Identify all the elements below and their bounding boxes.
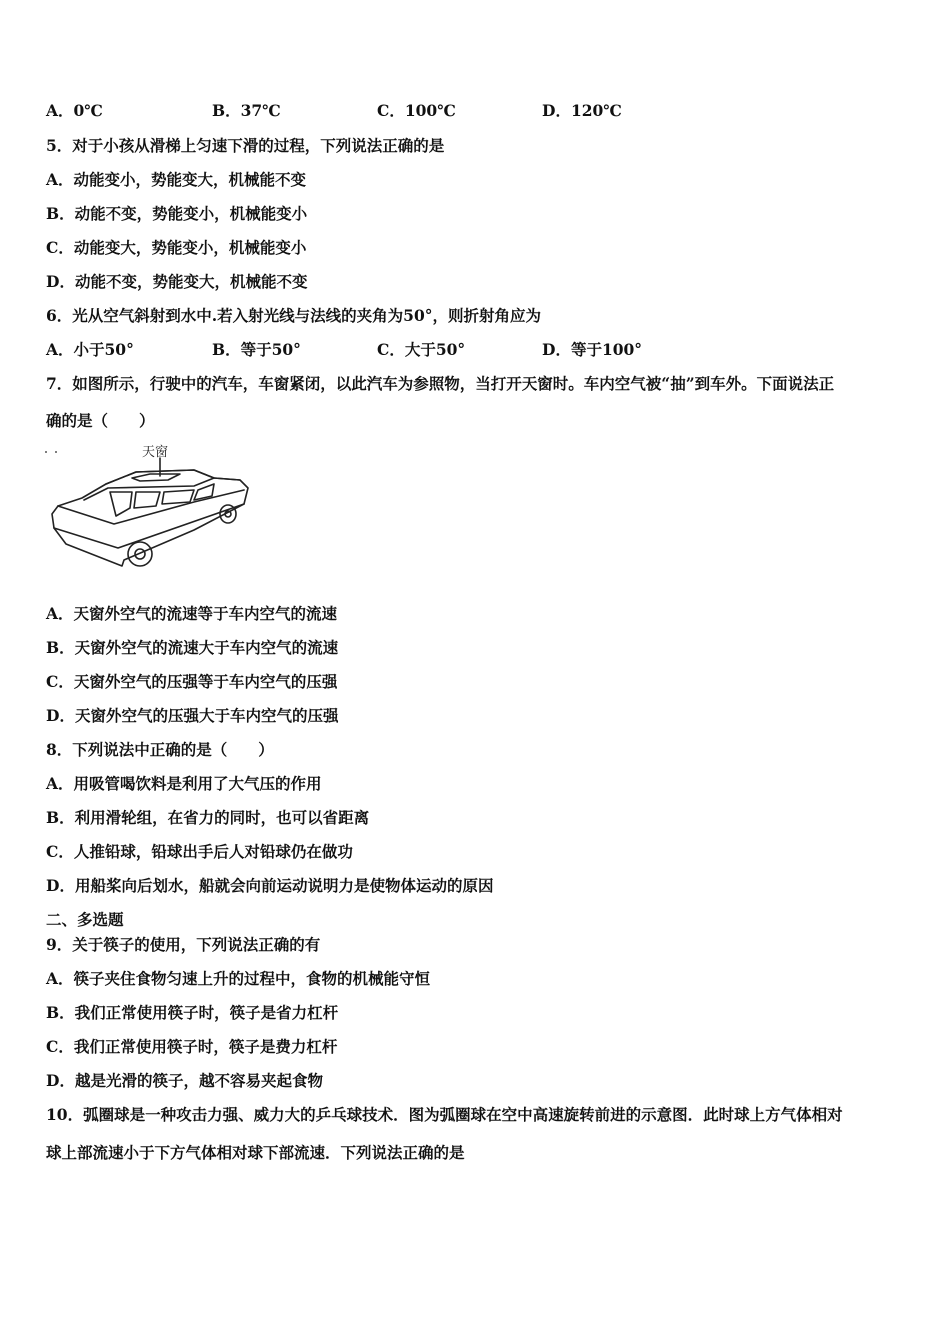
q7-option-d: D．天窗外空气的压强大于车内空气的压强 [46,706,339,725]
q5-option-a: A．动能变小，势能变大，机械能不变 [46,170,307,189]
q8-option-c: C．人推铅球，铅球出手后人对铅球仍在做功 [46,842,353,861]
q9-option-c: C．我们正常使用筷子时，筷子是费力杠杆 [46,1037,338,1056]
q8-option-a: A．用吸管喝饮料是利用了大气压的作用 [46,774,322,793]
q8-option-d: D．用船桨向后划水，船就会向前运动说明力是使物体运动的原因 [46,876,494,895]
q6-option-b: B．等于50° [212,340,301,359]
q8-stem: 8．下列说法中正确的是（ ） [46,740,274,759]
q5-option-d: D．动能不变，势能变大，机械能不变 [46,272,308,291]
q4-option-c: C．100℃ [377,101,456,120]
q4-option-d: D．120℃ [542,101,622,120]
q6-stem: 6．光从空气斜射到水中.若入射光线与法线的夹角为50°，则折射角应为 [46,306,542,325]
q7-option-a: A．天窗外空气的流速等于车内空气的流速 [46,604,338,623]
q8-option-b: B．利用滑轮组，在省力的同时，也可以省距离 [46,808,370,827]
section-title: 二、多选题 [46,910,124,929]
q9-option-a: A．筷子夹住食物匀速上升的过程中，食物的机械能守恒 [46,969,431,988]
q7-option-b: B．天窗外空气的流速大于车内空气的流速 [46,638,339,657]
q5-option-b: B．动能不变，势能变小，机械能变小 [46,204,308,223]
q7-stem-line1: 7．如图所示，行驶中的汽车，车窗紧闭，以此汽车为参照物，当打开天窗时。车内空气被“抽”到车外。下面说法正 [46,374,835,393]
q9-option-b: B．我们正常使用筷子时，筷子是省力杠杆 [46,1003,339,1022]
q9-stem: 9．关于筷子的使用，下列说法正确的有 [46,935,321,954]
q9-option-d: D．越是光滑的筷子，越不容易夹起食物 [46,1071,323,1090]
q7-option-c: C．天窗外空气的压强等于车内空气的压强 [46,672,338,691]
q6-option-d: D．等于100° [542,340,643,359]
figure-label: 天窗 [142,445,169,460]
q4-option-b: B．37℃ [212,101,281,120]
q6-option-c: C．大于50° [377,340,466,359]
q6-option-a: A．小于50° [46,340,134,359]
q5-option-c: C．动能变大，势能变小，机械能变小 [46,238,307,257]
q10-stem-line2: 球上部流速小于下方气体相对球下部流速．下列说法正确的是 [46,1143,465,1162]
q7-stem-line2: 确的是（ ） [46,411,155,430]
q10-stem-line1: 10．弧圈球是一种攻击力强、威力大的乒乓球技术．图为弧圈球在空中高速旋转前进的示意图．此时球上方气体相对 [46,1105,843,1124]
car-sunroof-figure [44,440,256,574]
q4-option-a: A．0℃ [46,101,103,120]
q5-stem: 5．对于小孩从滑梯上匀速下滑的过程，下列说法正确的是 [46,136,445,155]
